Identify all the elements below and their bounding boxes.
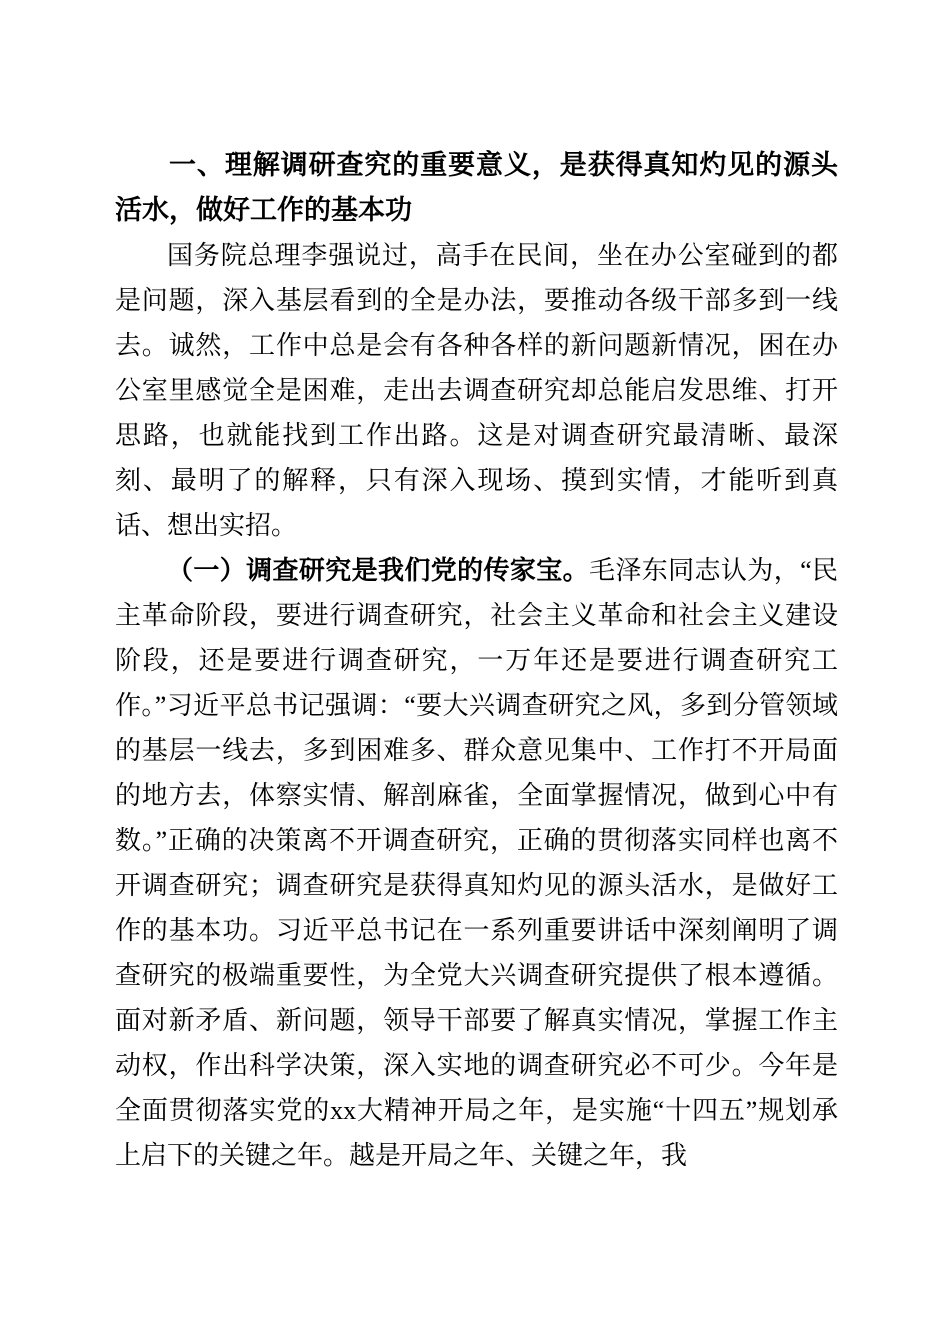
paragraph-text: 国务院总理李强说过，高手在民间，坐在办公室碰到的都是问题，深入基层看到的全是办法，要推动各级干部多到一线去。诚然，工作中总是会有各种各样的新问题新情况，困在办公室里感觉全是困难，走出去调查研究却总能启发思维、打开思路，也就能找到工作出路。这是对调查研究最清晰、最深刻、最明了的解释，只有深入现场、摸到实情，才能听到真话、想出实招。	[115, 241, 838, 540]
section-heading: 一、理解调研查究的重要意义，是获得真知灼见的源头活水，做好工作的基本功	[115, 150, 838, 225]
paragraph	[115, 233, 838, 548]
paragraph	[115, 548, 838, 1178]
paragraph-text: 毛泽东同志认为，“民主革命阶段，要进行调查研究，社会主义革命和社会主义建设阶段，还是要进行调查研究，一万年还是要进行调查研究工作。”习近平总书记强调：“要大兴调查研究之风，多到分管领域的基层一线去，多到困难多、群众意见集中、工作打不开局面的地方去，体察实情、解剖麻雀，全面掌握情况，做到心中有数。”正确的决策离不开调查研究，正确的贯彻落实同样也离不开调查研究；调查研究是获得真知灼见的源头活水，是做好工作的基本功。习近平总书记在一系列重要讲话中深刻阐明了调查研究的极端重要性，为全党大兴调查研究提供了根本遵循。面对新矛盾、新问题，领导干部要了解真实情况，掌握工作主动权，作出科学决策，深入实地的调查研究必不可少。今年是全面贯彻落实党的xx大精神开局之年，是实施“十四五”规划承上启下的关键之年。越是开局之年、关键之年，我	[115, 556, 838, 1170]
paragraph-lead: （一）调查研究是我们党的传家宝。	[167, 556, 590, 585]
